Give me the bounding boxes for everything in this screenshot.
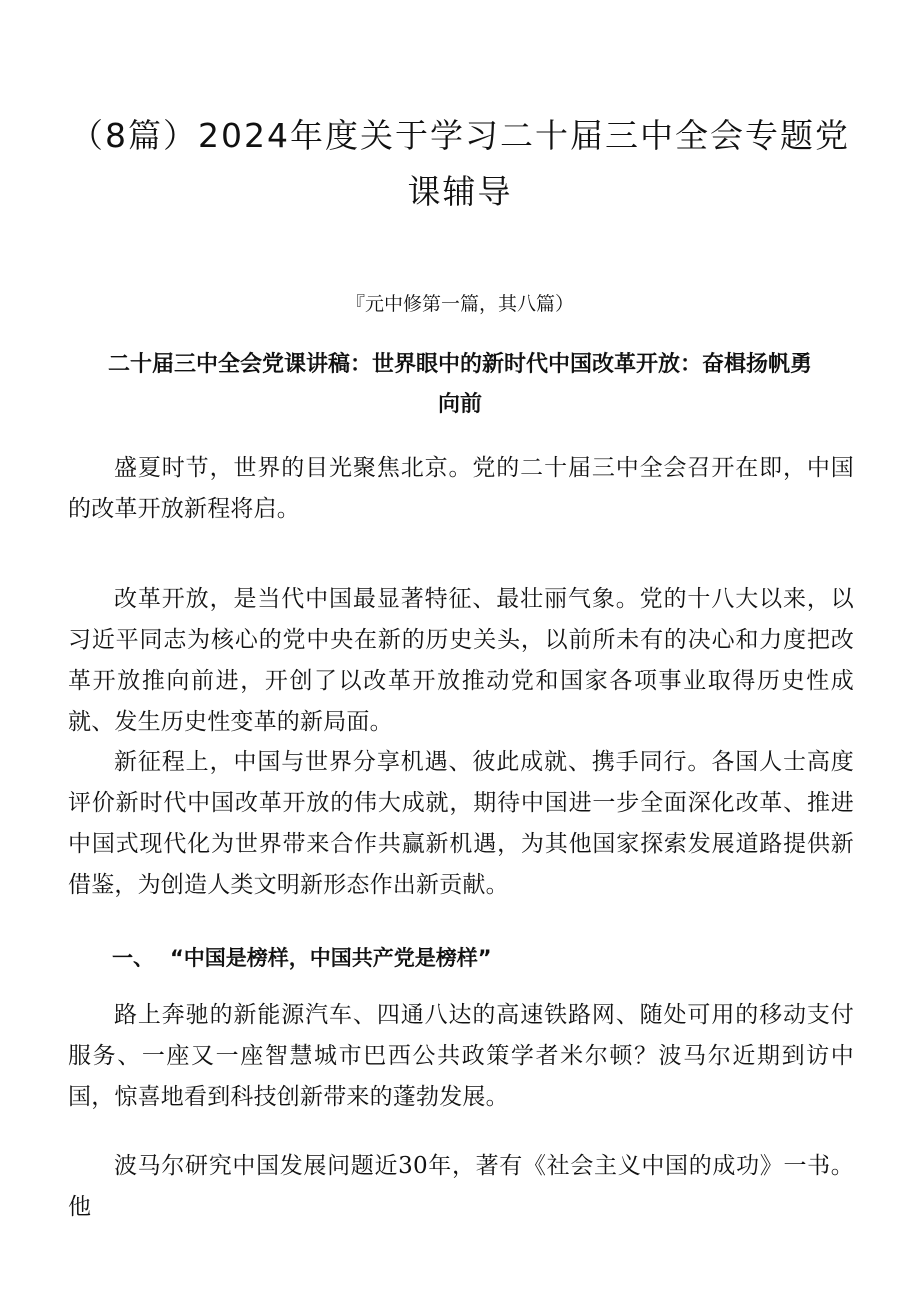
paragraph-1: 盛夏时节，世界的目光聚焦北京。党的二十届三中全会召开在即，中国的改革开放新程将启。 <box>68 455 854 522</box>
paragraph-3: 新征程上，中国与世界分享机遇、彼此成就、携手同行。各国人士高度评价新时代中国改革开放的伟大成就，期待中国进一步全面深化改革、推进中国式现代化为世界带来合作共赢新机遇，为其他国家探索发展道路提供新借鉴，为创造人类文明新形态作出新贡献。 <box>68 749 854 898</box>
section-title: “中国是榜样，中国共产党是榜样” <box>170 946 492 970</box>
article-heading: 二十届三中全会党课讲稿：世界眼中的新时代中国改革开放：奋楫扬帆勇向前 <box>107 352 812 417</box>
document-title: （8篇）2024年度关于学习二十届三中全会专题党课辅导 <box>70 116 850 211</box>
section-number: 一、 <box>112 946 154 970</box>
paragraph-2: 改革开放，是当代中国最显著特征、最壮丽气象。党的十八大以来，以习近平同志为核心的党中央在新的历史关头，以前所未有的决心和力度把改革开放推向前进，开创了以改革开放推动党和国家各项事业取得历史性成就、发生历史性变革的新局面。 <box>68 586 854 735</box>
paragraph-4: 路上奔驰的新能源汽车、四通八达的高速铁路网、随处可用的移动支付服务、一座又一座智慧城市巴西公共政策学者米尔顿？波马尔近期到访中国，惊喜地看到科技创新带来的蓬勃发展。 <box>68 1002 854 1110</box>
paragraph-5: 波马尔研究中国发展问题近30年，著有《社会主义中国的成功》一书。他 <box>68 1153 854 1220</box>
document-subnote: 『元中修第一篇，其八篇） <box>345 293 574 315</box>
section-heading-1 <box>112 940 492 976</box>
